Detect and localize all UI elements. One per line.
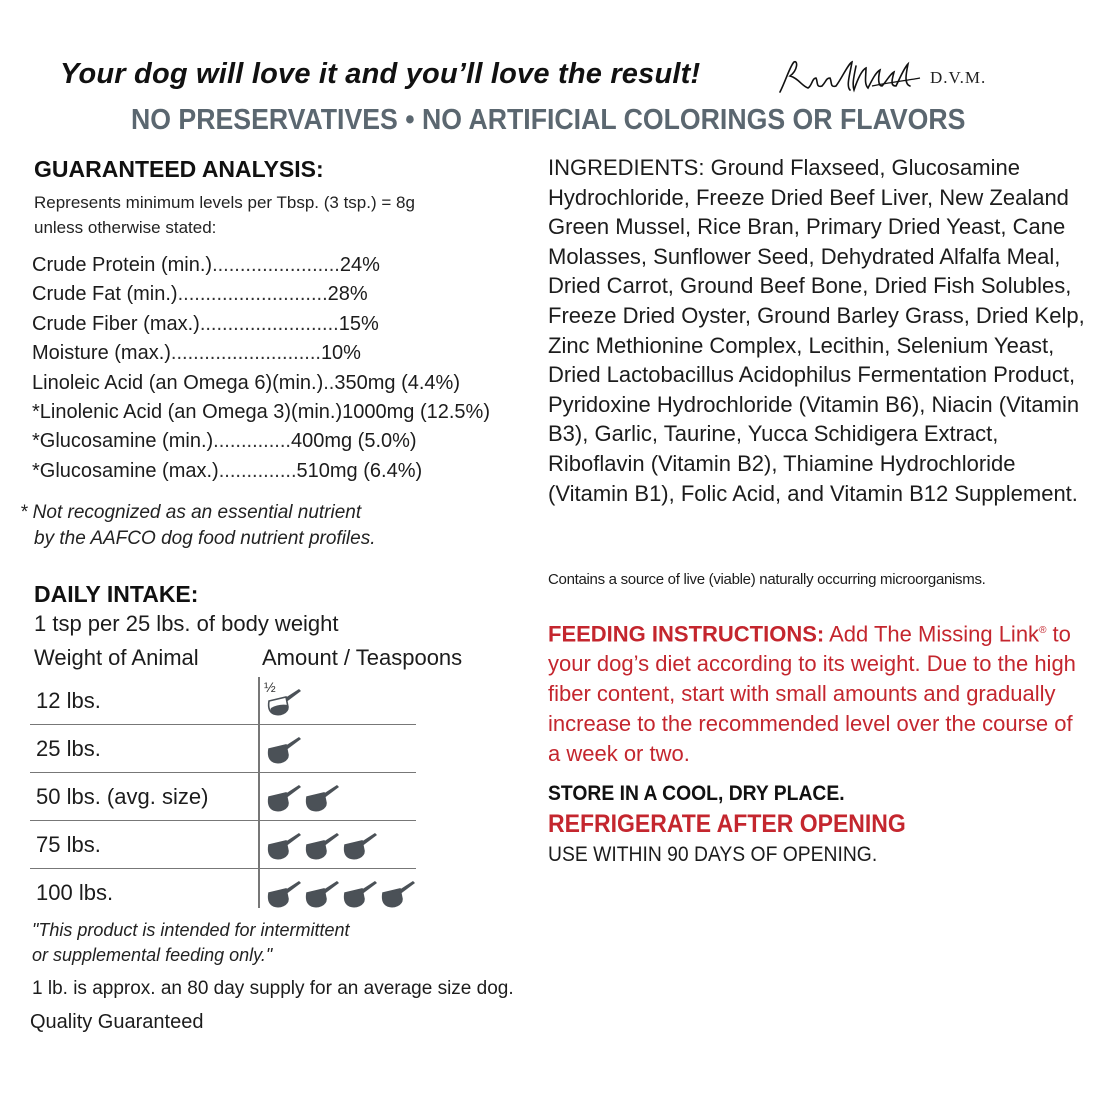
daily-intake-heading: DAILY INTAKE:	[34, 581, 199, 607]
teaspoon-amount	[264, 679, 302, 719]
amount-column-header: Amount / Teaspoons	[262, 645, 463, 670]
feeding-instructions	[548, 616, 1088, 769]
nutrient-list	[32, 254, 552, 489]
dot-leader: .......................	[212, 254, 340, 276]
note-line-2: unless otherwise stated:	[34, 218, 217, 237]
teaspoon-amount	[266, 827, 378, 863]
teaspoon-icon	[380, 875, 416, 911]
signature-credential: D.V.M.	[930, 68, 987, 87]
teaspoon-icon	[266, 875, 302, 911]
teaspoon-amount	[266, 875, 416, 911]
storage-refrigerate: REFRIGERATE AFTER OPENING	[548, 810, 906, 838]
teaspoon-amount	[266, 779, 340, 815]
weight-label: 25 lbs.	[36, 736, 101, 761]
weight-label: 12 lbs.	[36, 688, 101, 713]
intake-row	[30, 821, 416, 869]
nutrient-row	[32, 460, 552, 489]
weight-label: 75 lbs.	[36, 832, 101, 857]
teaspoon-icon	[304, 779, 340, 815]
weight-column-header: Weight of Animal	[34, 645, 199, 670]
nutrient-name: *Linolenic Acid (an Omega 3)(min.)	[32, 400, 343, 423]
guaranteed-analysis-heading: GUARANTEED ANALYSIS:	[34, 156, 324, 182]
footnote-line-1: * Not recognized as an essential nutrient	[20, 502, 362, 523]
teaspoon-icon	[342, 875, 378, 911]
feeding-text-a: Add The Missing Link	[824, 621, 1040, 647]
dot-leader: ...........................	[170, 342, 321, 365]
nutrient-value: 510mg (6.4%)	[296, 459, 423, 482]
nutrient-row	[32, 342, 552, 371]
nutrient-name: Crude Fat (min.)	[32, 283, 178, 306]
nutrient-value: 400mg (5.0%)	[290, 430, 417, 453]
daily-intake-table	[30, 677, 416, 916]
quality-guaranteed: Quality Guaranteed	[30, 1011, 204, 1033]
nutrient-value: 350mg (4.4%)	[334, 371, 460, 394]
teaspoon-icon	[342, 827, 378, 863]
tagline: Your dog will love it and you’ll love the result!	[60, 58, 701, 90]
storage-cool-dry: STORE IN A COOL, DRY PLACE.	[548, 782, 845, 805]
nutrient-value: 15%	[338, 312, 379, 335]
nutrient-name: *Glucosamine (min.)	[32, 430, 214, 453]
guaranteed-analysis-note	[34, 190, 415, 240]
weight-label: 50 lbs. (avg. size)	[36, 784, 209, 809]
daily-intake-subtitle: 1 tsp per 25 lbs. of body weight	[34, 611, 339, 636]
nutrient-value: 1000mg (12.5%)	[342, 400, 491, 423]
half-teaspoon-wrap	[264, 679, 302, 719]
teaspoon-amount	[266, 731, 302, 767]
note-line-1: Represents minimum levels per Tbsp. (3 tsp.) = 8g	[34, 193, 415, 212]
intake-row	[30, 677, 416, 725]
feeding-text-b: to your dog’s diet according to its weight. Due to the high fiber content, start with small amounts and gradually increase to the recommended level over the course of a week or two.	[548, 621, 1076, 767]
supply-note: 1 lb. is approx. an 80 day supply for an average size dog.	[32, 978, 514, 999]
teaspoon-icon	[266, 731, 302, 767]
no-preservatives-claim: NO PRESERVATIVES • NO ARTIFICIAL COLORINGS OR FLAVORS	[130, 104, 966, 136]
nutrient-name: Moisture (max.)	[32, 342, 171, 365]
dot-leader: .........................	[199, 312, 339, 335]
nutrient-row	[32, 254, 552, 283]
nutrient-value: 28%	[327, 283, 368, 306]
intermittent-feeding-note	[32, 918, 350, 968]
nutrient-name: Linoleic Acid (an Omega 6)(min.)	[32, 371, 324, 394]
intake-row	[30, 869, 416, 916]
dot-leader: ..............	[218, 459, 297, 482]
teaspoon-icon	[266, 827, 302, 863]
nutrient-row	[32, 372, 552, 401]
nutrient-value: 24%	[339, 254, 380, 276]
nutrient-name: Crude Protein (min.)	[32, 254, 213, 276]
half-label: ½	[264, 679, 276, 695]
nutrient-name: Crude Fiber (max.)	[32, 312, 200, 335]
registered-mark: ®	[1039, 625, 1047, 636]
weight-label: 100 lbs.	[36, 880, 114, 905]
viable-microorganisms-note: Contains a source of live (viable) naturally occurring microorganisms.	[548, 571, 986, 588]
nutrient-name: *Glucosamine (max.)	[32, 459, 219, 482]
intake-row	[30, 725, 416, 773]
nutrient-row	[32, 283, 552, 312]
footnote-line-2: by the AAFCO dog food nutrient profiles.	[34, 528, 376, 549]
nutrient-row	[32, 401, 552, 430]
intermittent-line-2: or supplemental feeding only."	[32, 945, 273, 965]
nutrient-value: 10%	[320, 342, 361, 365]
dot-leader: ...........................	[177, 283, 328, 306]
teaspoon-icon	[266, 779, 302, 815]
ingredients-text: INGREDIENTS: Ground Flaxseed, Glucosamine Hydrochloride, Freeze Dried Beef Liver, New Zealand Green Mussel, Rice Bran, Primary Dried Yeast, Cane Molasses, Sunflower Seed, Dehydrated Alfalfa Meal, Dried Carrot, Ground Beef Bone, Dried Fish Solubles, Freeze Dried Oyster, Ground Barley Grass, Dried Kelp, Zinc Methionine Complex, Lecithin, Selenium Yeast, Dried Lactobacillus Acidophilus Fermentation Product, Pyridoxine Hydrochloride (Vitamin B6), Niacin (Vitamin B3), Garlic, Taurine, Yucca Schidigera Extract, Riboflavin (Vitamin B2), Thiamine Hydrochloride (Vitamin B1), Folic Acid, and Vitamin B12 Supplement.	[548, 155, 1085, 506]
veterinarian-signature	[772, 56, 922, 100]
teaspoon-icon	[304, 827, 340, 863]
intake-row	[30, 773, 416, 821]
storage-use-within: USE WITHIN 90 DAYS OF OPENING.	[548, 843, 878, 866]
nutrient-row	[32, 313, 552, 342]
aafco-footnote	[20, 500, 375, 552]
nutrient-row	[32, 430, 552, 459]
dot-leader: ..............	[213, 430, 291, 453]
dot-leader: ..	[323, 371, 335, 394]
feeding-label: FEEDING INSTRUCTIONS:	[548, 621, 825, 647]
teaspoon-icon	[304, 875, 340, 911]
intermittent-line-1: "This product is intended for intermittent	[32, 920, 350, 940]
